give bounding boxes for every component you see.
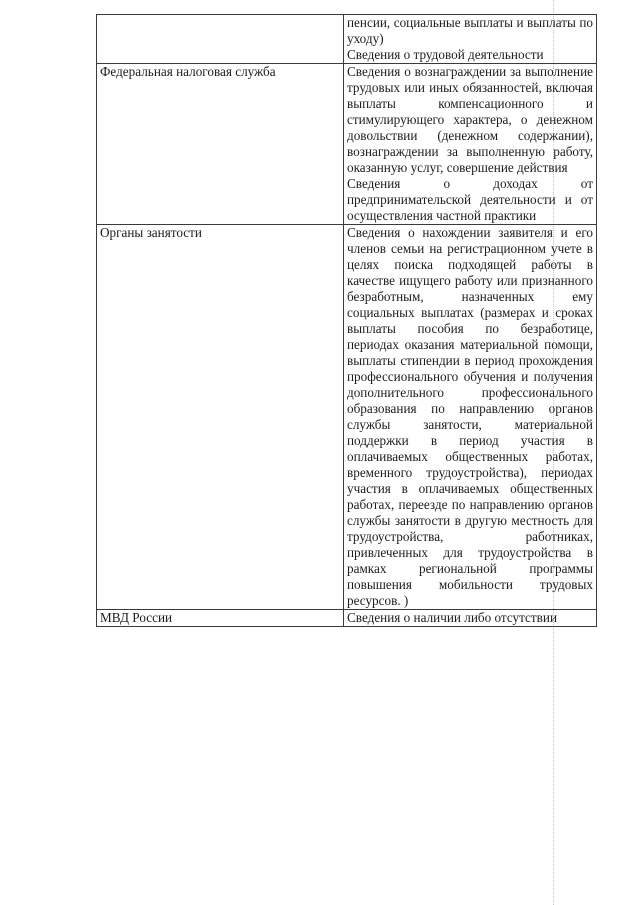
information-text: Сведения о вознаграждении за выполнение трудовых или иных обязанностей, включая выплаты компенсационного и стимулирующего характера, о денежном довольствии (денежном содержании), вознаграждении за выполненную работу, оказанную услуг, совершение действия: [347, 64, 593, 175]
information-text: Сведения о нахождении заявителя и его членов семьи на регистрационном учете в целях поиска подходящей работы в качестве ищущего работу или признанного безработным, назначенных ему социальных выплатах (размерах и сроках выплаты пособия по безработице, периодах оказания материальной помощи, выплаты стипендии в период прохождения профессионального обучения и получения дополнительного профессионального образования по направлению органов службы занятости, материальной поддержки в период участия в оплачиваемых общественных работах, временного трудоустройства), периодах участия в оплачиваемых общественных работах, переезде по направлению органов службы занятости в другую местность для трудоустройства, работниках, привлеченных для трудоустройства в рамках региональной программы повышения мобильности трудовых ресурсов. ): [347, 225, 593, 608]
organization-cell: Органы занятости: [97, 225, 344, 610]
information-cell: [344, 15, 597, 64]
information-text: Сведения о трудовой деятельности: [347, 47, 544, 62]
organization-cell: МВД России: [97, 610, 344, 627]
organization-cell: [97, 15, 344, 64]
table-row: [97, 225, 597, 610]
information-cell: [344, 64, 597, 225]
information-cell: [344, 225, 597, 610]
table-row: [97, 64, 597, 225]
information-text: Сведения о наличии либо отсутствии: [347, 610, 558, 625]
organization-cell: Федеральная налоговая служба: [97, 64, 344, 225]
information-text: Сведения о доходах от предпринимательской деятельности и от осуществления частной практики: [347, 176, 593, 223]
information-cell: [344, 610, 597, 627]
information-text: пенсии, социальные выплаты и выплаты по уходу): [347, 15, 593, 46]
document-table: [96, 14, 597, 627]
table-row: [97, 610, 597, 627]
table-row: [97, 15, 597, 64]
